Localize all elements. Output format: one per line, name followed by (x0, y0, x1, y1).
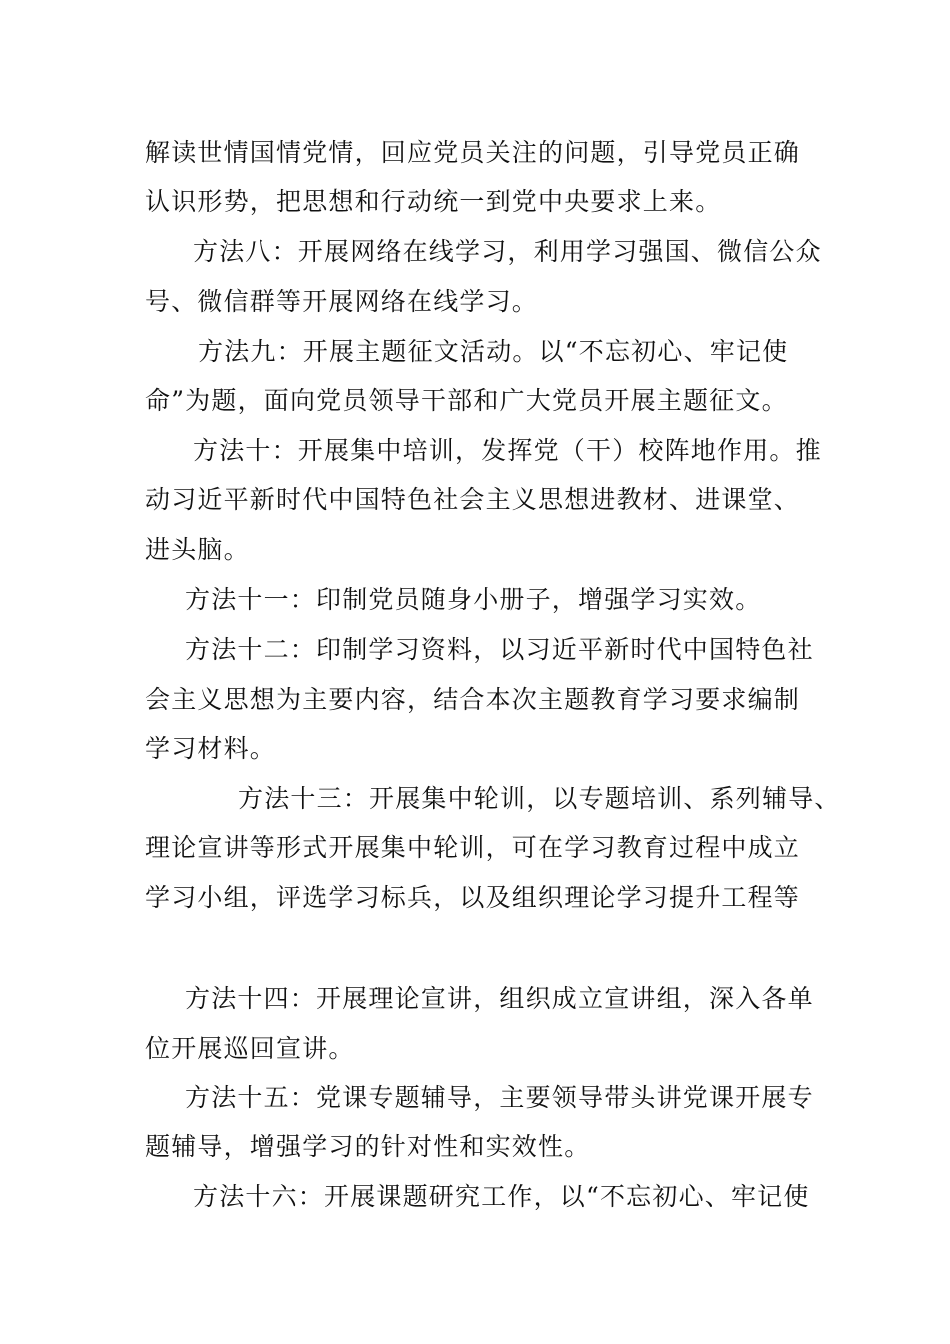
paragraph-method-15: 方法十五：党课专题辅导，主要领导带头讲党课开展专 (185, 1083, 814, 1112)
text-line: 理论宣讲等形式开展集中轮训，可在学习教育过程中成立 (145, 833, 801, 862)
text-line: 号、微信群等开展网络在线学习。 (145, 287, 539, 316)
text-line: 题辅导，增强学习的针对性和实效性。 (145, 1132, 591, 1161)
paragraph-method-16: 方法十六：开展课题研究工作，以“不忘初心、牢记使 (193, 1182, 810, 1211)
text-line: 进头脑。 (145, 535, 250, 564)
paragraph-method-8: 方法八：开展网络在线学习，利用学习强国、微信公众 (193, 237, 822, 266)
text-line: 学习材料。 (145, 734, 277, 763)
paragraph-method-14: 方法十四：开展理论宣讲，组织成立宣讲组，深入各单 (185, 984, 814, 1013)
paragraph-method-10: 方法十：开展集中培训，发挥党（干）校阵地作用。推 (193, 436, 822, 465)
paragraph-method-12: 方法十二：印制学习资料，以习近平新时代中国特色社 (185, 635, 814, 664)
paragraph-method-11: 方法十一：印制党员随身小册子，增强学习实效。 (185, 585, 762, 614)
text-line: 动习近平新时代中国特色社会主义思想进教材、进课堂、 (145, 485, 801, 514)
text-line: 认识形势，把思想和行动统一到党中央要求上来。 (145, 187, 722, 216)
paragraph-method-9: 方法九：开展主题征文活动。以“不忘初心、牢记使 (198, 337, 789, 366)
text-line: 位开展巡回宣讲。 (145, 1034, 355, 1063)
text-line: 学习小组，评选学习标兵，以及组织理论学习提升工程等 (145, 883, 801, 912)
text-line: 解读世情国情党情，回应党员关注的问题，引导党员正确 (145, 138, 801, 167)
paragraph-method-13: 方法十三：开展集中轮训，以专题培训、系列辅导、 (238, 784, 841, 813)
text-line: 会主义思想为主要内容，结合本次主题教育学习要求编制 (145, 685, 801, 714)
text-line: 命”为题，面向党员领导干部和广大党员开展主题征文。 (145, 386, 788, 415)
